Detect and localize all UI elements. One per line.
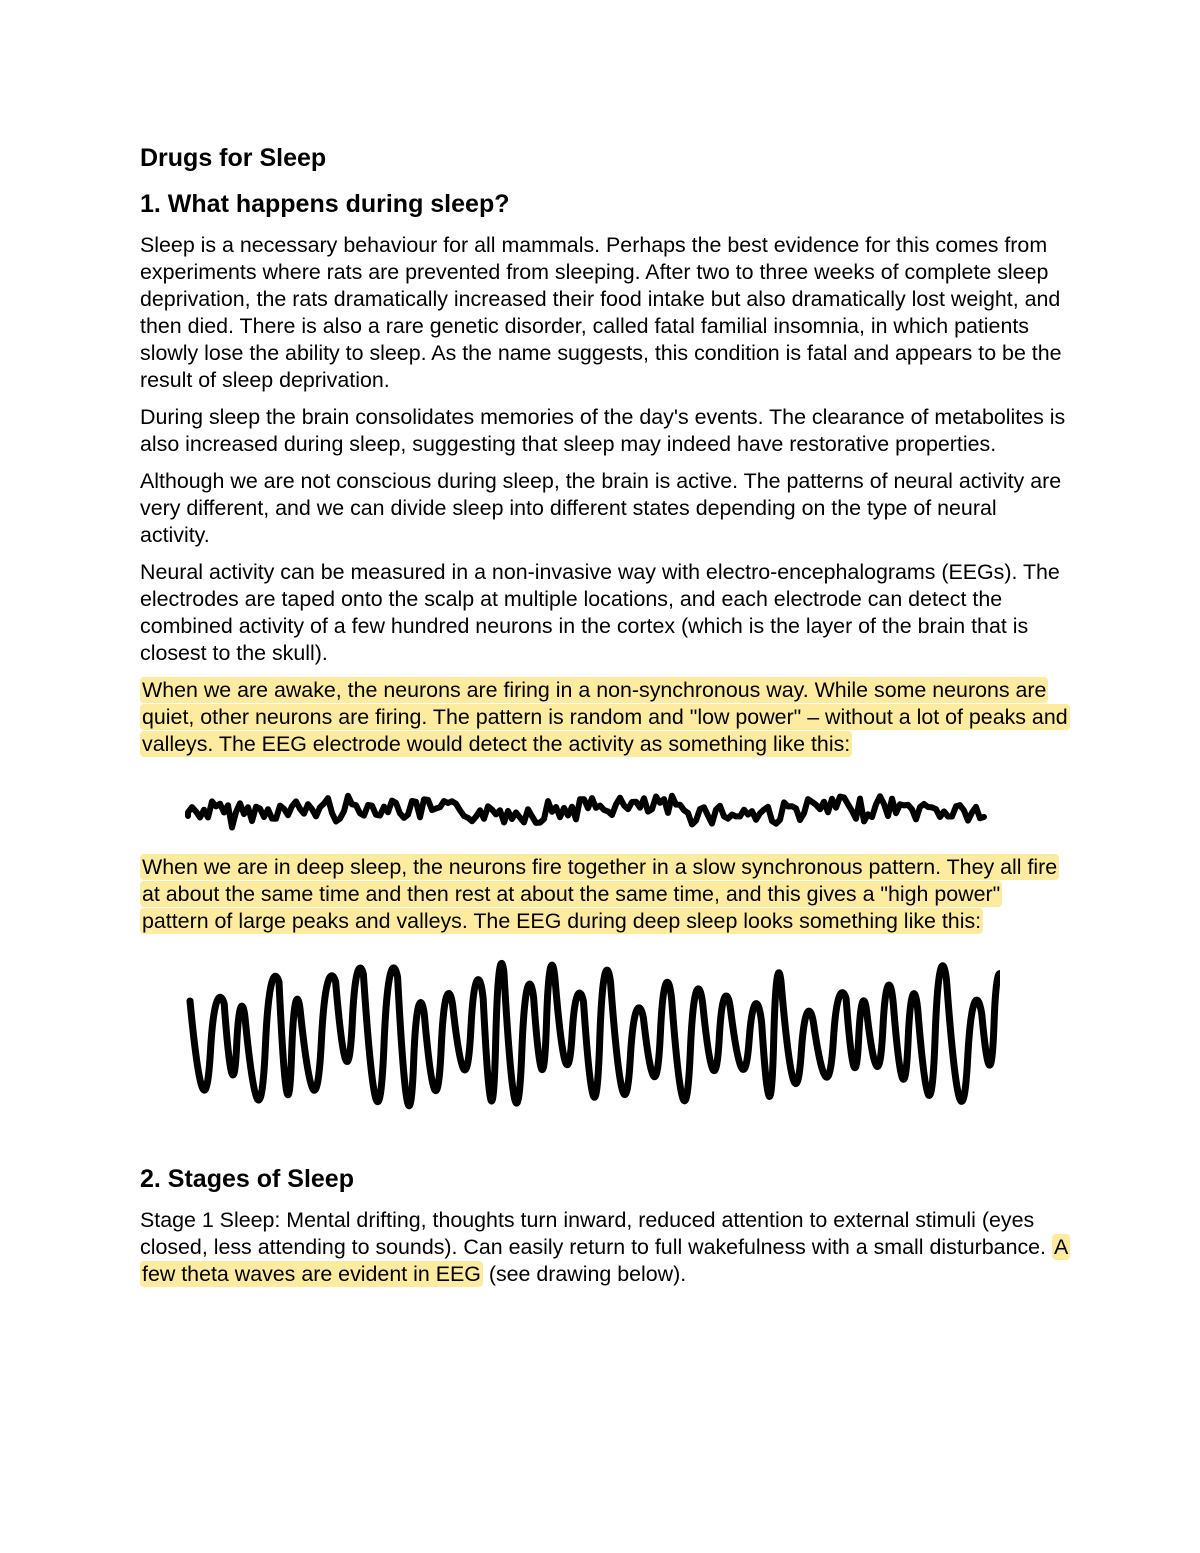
document-title: Drugs for Sleep (140, 144, 327, 172)
paragraph-brain-active: Although we are not conscious during sleep, the brain is active. The patterns of neural activity are very different, and we can divide sleep into different states depending on the type of neural activity. (140, 469, 1062, 547)
paragraph-sleep-necessary: Sleep is a necessary behaviour for all mammals. Perhaps the best evidence for this comes from experiments where rats are prevented from sleeping. After two to three weeks of complete sleep deprivation, the rats dramatically increased their food intake but also dramatically lost weight, and then died. There is also a rare genetic disorder, called fatal familial insomnia, in which patients slowly lose the ability to sleep. As the name suggests, this condition is fatal and appears to be the result of sleep deprivation. (140, 233, 1062, 392)
paragraph-stage1 (140, 1207, 1070, 1288)
deep-sleep-eeg-drawing (180, 945, 1000, 1145)
stage1-text-end: (see drawing below). (482, 1262, 687, 1286)
paragraph-awake (140, 677, 1070, 758)
highlight-awake-text: When we are awake, the neurons are firing in a non-synchronous way. While some neurons are quiet, other neurons are firing. The pattern is random and "low power" – without a lot of peaks and valleys. The EEG electrode would detect the activity as something like this: (142, 678, 1068, 756)
paragraph-memory-consolidation: During sleep the brain consolidates memories of the day's events. The clearance of metabolites is also increased during sleep, suggesting that sleep may indeed have restorative properties. (140, 405, 1066, 456)
section-heading-stages: 2. Stages of Sleep (140, 1165, 354, 1193)
document-body (140, 142, 1070, 1298)
section-heading-what-happens: 1. What happens during sleep? (140, 190, 510, 218)
paragraph-deep-sleep (140, 854, 1070, 935)
awake-eeg-drawing (176, 780, 996, 840)
paragraph-eeg-measurement: Neural activity can be measured in a non-invasive way with electro-encephalograms (EEGs). The electrodes are taped onto the scalp at multiple locations, and each electrode can detect the combined activity of a few hundred neurons in the cortex (which is the layer of the brain that is closest to the skull). (140, 560, 1060, 665)
deep-sleep-eeg-trace (190, 963, 1000, 1105)
highlight-theta-waves: A few theta waves are evident in EEG (142, 1235, 1069, 1286)
highlight-deep-text: When we are in deep sleep, the neurons fire together in a slow synchronous pattern. They all fire at about the same time and then rest at about the same time, and this gives a "high power" pattern of large peaks and valleys. The EEG during deep sleep looks something like this: (142, 855, 1058, 933)
stage1-text: Stage 1 Sleep: Mental drifting, thoughts turn inward, reduced attention to external stimuli (eyes closed, less attending to sounds). Can easily return to full wakefulness with a small disturbance. (140, 1208, 1052, 1259)
awake-eeg-trace (188, 796, 984, 828)
